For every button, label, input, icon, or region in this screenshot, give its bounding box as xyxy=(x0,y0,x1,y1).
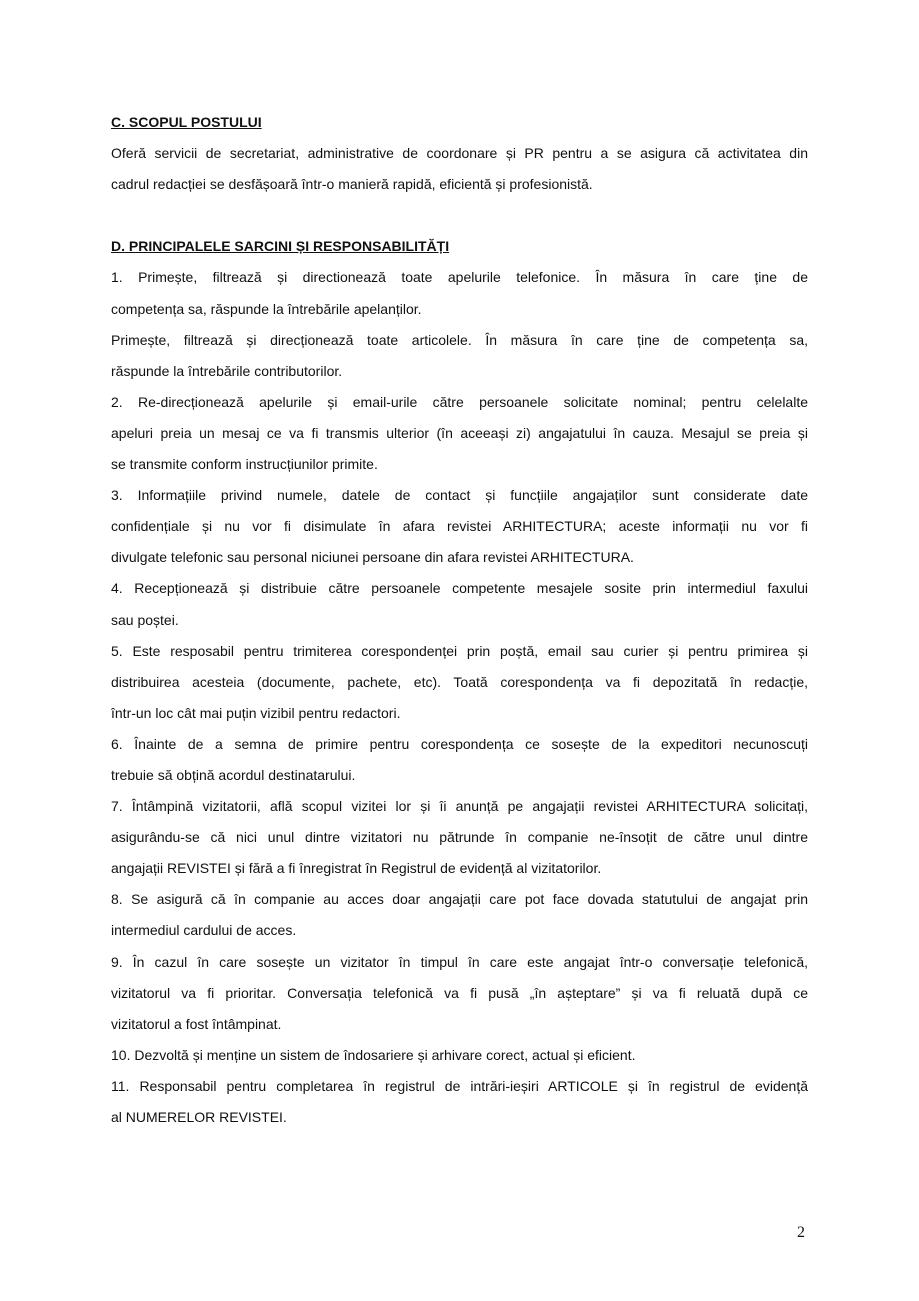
task-item-1 xyxy=(111,262,808,324)
text-line: se transmite conform instrucțiunilor primite. xyxy=(111,456,378,473)
task-item-6 xyxy=(111,729,808,791)
text-line: cadrul redacției se desfășoară într-o manieră rapidă, eficientă și profesionistă. xyxy=(111,176,593,193)
text-line: asigurându-se că nici unul dintre vizitatori nu pătrunde în companie ne-însoțit de către unul dintre xyxy=(111,829,808,846)
text-line: 1. Primește, filtrează și directionează toate apelurile telefonice. În măsura în care ține de xyxy=(111,269,808,286)
task-item-7 xyxy=(111,791,808,884)
task-item-5 xyxy=(111,636,808,729)
text-line: 10. Dezvoltă și menține un sistem de îndosariere și arhivare corect, actual și eficient. xyxy=(111,1046,636,1063)
task-item-2 xyxy=(111,387,808,480)
text-line: intermediul cardului de acces. xyxy=(111,922,297,939)
paragraph-scope xyxy=(111,138,808,200)
text-line: Oferă servicii de secretariat, administrative de coordonare și PR pentru a se asigura că activitatea din xyxy=(111,145,808,162)
text-line: 6. Înainte de a semna de primire pentru corespondența ce sosește de la expeditori necunoscuți xyxy=(111,735,808,752)
text-line: apeluri preia un mesaj ce va fi transmis ulterior (în aceeași zi) angajatului în cauza. Mesajul se preia și xyxy=(111,424,808,441)
text-line: vizitatorul a fost întâmpinat. xyxy=(111,1015,282,1032)
task-item-9 xyxy=(111,947,808,1040)
text-line: 2. Re-direcționează apelurile și email-urile către persoanele solicitate nominal; pentru celelalte xyxy=(111,393,808,410)
text-line: 5. Este resposabil pentru trimiterea corespondenței prin poștă, email sau curier și pentru primirea și xyxy=(111,642,808,659)
task-item-3 xyxy=(111,480,808,573)
task-item-10 xyxy=(111,1040,808,1071)
text-line: vizitatorul va fi prioritar. Conversația telefonică va fi pusă „în așteptare” și va fi reluată după ce xyxy=(111,984,808,1001)
text-line: angajații REVISTEI și fără a fi înregistrat în Registrul de evidență al vizitatorilor. xyxy=(111,860,602,877)
text-line: Primește, filtrează și direcționează toate articolele. În măsura în care ține de competența sa, xyxy=(111,331,808,348)
text-line: divulgate telefonic sau personal niciunei persoane din afara revistei ARHITECTURA. xyxy=(111,549,634,566)
text-line: 3. Informațiile privind numele, datele de contact și funcțiile angajaților sunt considerate date xyxy=(111,487,808,504)
text-line: 7. Întâmpină vizitatorii, află scopul vizitei lor și îi anunță pe angajații revistei ARHITECTURA solicitați, xyxy=(111,798,808,815)
text-line: într-un loc cât mai puțin vizibil pentru redactori. xyxy=(111,704,401,721)
text-line: competența sa, răspunde la întrebările apelanților. xyxy=(111,300,422,317)
text-line: 4. Recepționează și distribuie către persoanele competente mesajele sosite prin intermediul faxului xyxy=(111,580,808,597)
text-line: sau poștei. xyxy=(111,611,179,628)
text-line: distribuirea acesteia (documente, pachete, etc). Toată corespondența va fi depozitată în redacție, xyxy=(111,673,808,690)
blank-line xyxy=(111,200,808,231)
document-page xyxy=(111,107,808,1133)
task-item-11 xyxy=(111,1071,808,1133)
section-heading-scope: C. SCOPUL POSTULUI xyxy=(111,114,262,130)
text-line: 11. Responsabil pentru completarea în registrul de intrări-ieșiri ARTICOLE și în registrul de evidență xyxy=(111,1077,808,1094)
text-line: trebuie să obțină acordul destinatarului. xyxy=(111,766,356,783)
text-line: 9. În cazul în care sosește un vizitator în timpul în care este angajat într-o conversație telefonică, xyxy=(111,953,808,970)
text-line: confidențiale și nu vor fi disimulate în afara revistei ARHITECTURA; aceste informații nu vor fi xyxy=(111,518,808,535)
task-item-8 xyxy=(111,884,808,946)
task-item-4 xyxy=(111,573,808,635)
page-number: 2 xyxy=(797,1224,805,1241)
task-item-1b xyxy=(111,325,808,387)
text-line: răspunde la întrebările contributorilor. xyxy=(111,362,343,379)
text-line: 8. Se asigură că în companie au acces doar angajații care pot face dovada statutului de angajat prin xyxy=(111,891,808,908)
section-heading-tasks: D. PRINCIPALELE SARCINI ȘI RESPONSABILITĂȚI xyxy=(111,238,450,255)
text-line: al NUMERELOR REVISTEI. xyxy=(111,1109,287,1125)
